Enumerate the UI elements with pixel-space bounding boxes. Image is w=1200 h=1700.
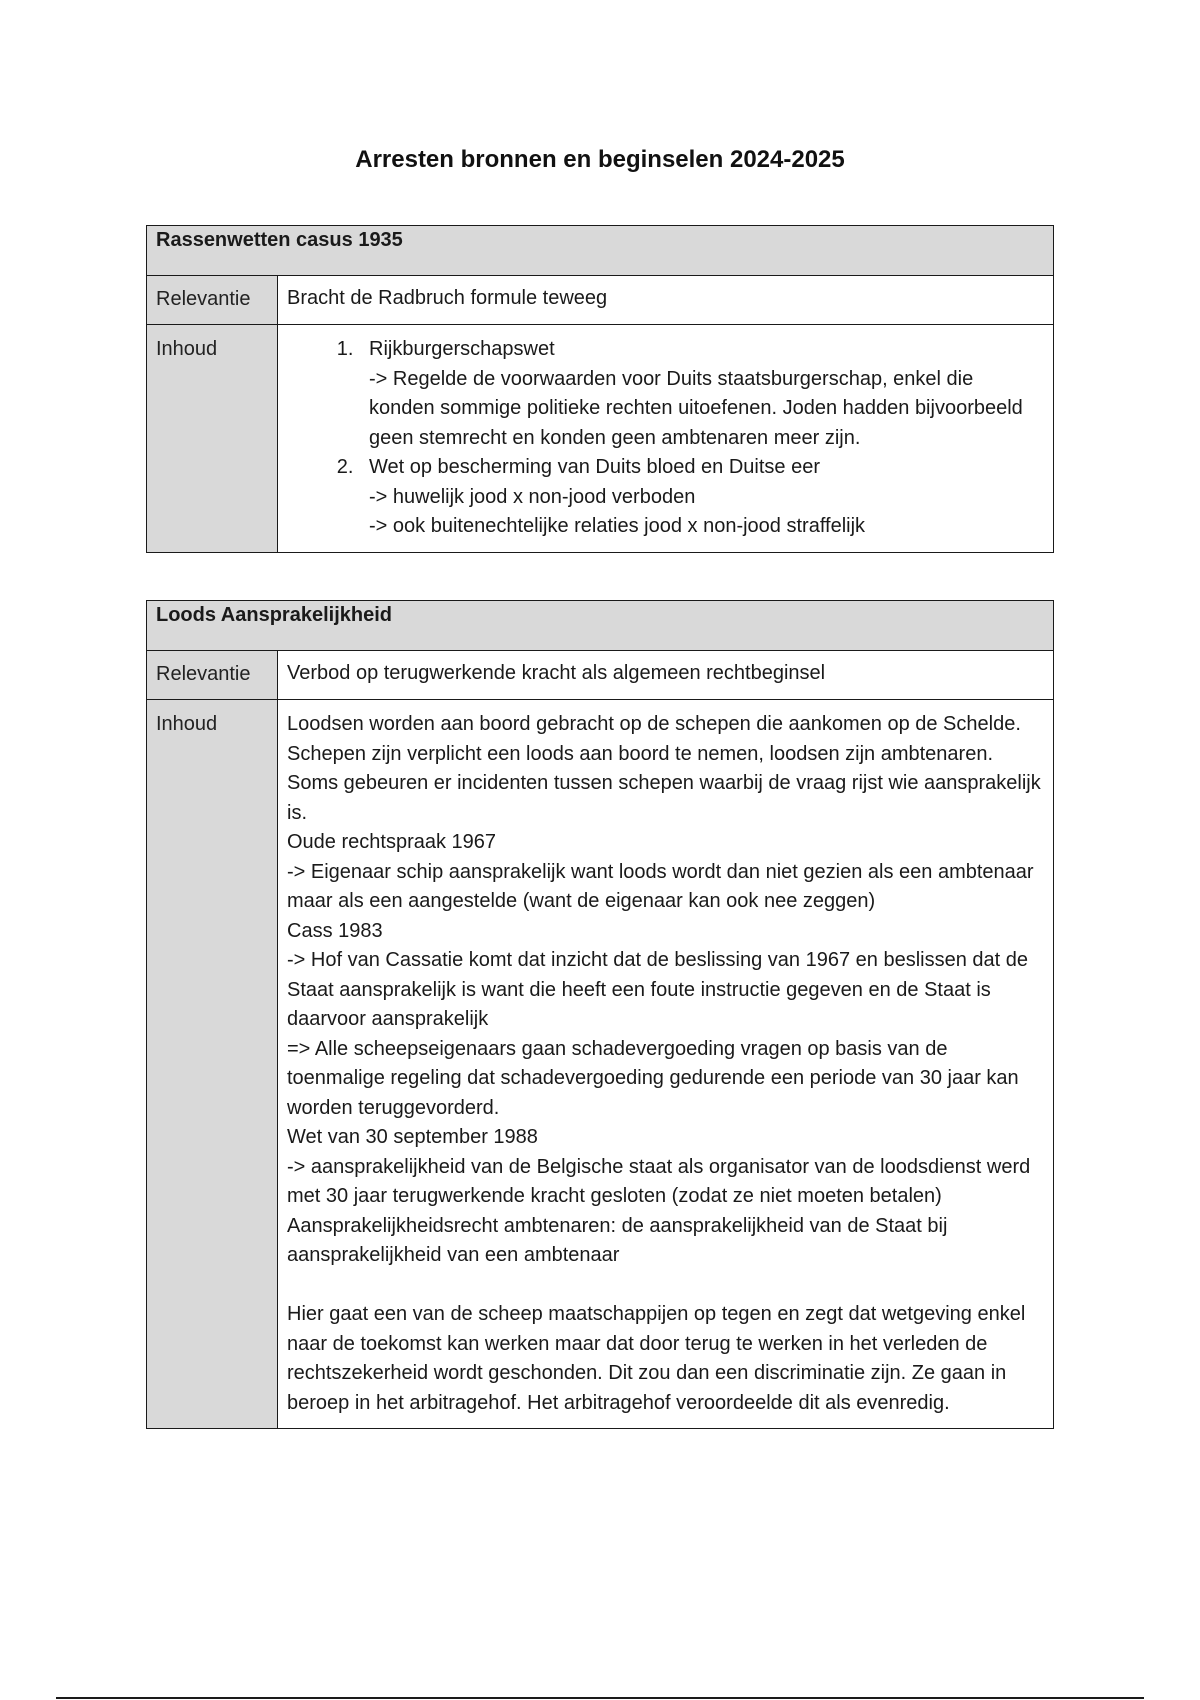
list-item — [359, 335, 1044, 453]
content-label: Inhoud — [147, 700, 278, 1429]
paragraph: -> Hof van Cassatie komt dat inzicht dat de beslissing van 1967 en beslissen dat de Staat aansprakelijk is want die heeft een foute instructie gegeven en de Staat is daarvoor aansprakelijk — [287, 949, 1028, 1030]
content-label: Inhoud — [147, 325, 278, 553]
paragraph: Aansprakelijkheidsrecht ambtenaren: de aansprakelijkheid van de Staat bij aansprakelijkheid van een ambtenaar — [287, 1214, 948, 1266]
paragraph: Wet van 30 september 1988 — [287, 1126, 538, 1148]
paragraph: Cass 1983 — [287, 919, 383, 942]
relevance-label: Relevantie — [147, 651, 278, 700]
list-item-line: -> ook buitenechtelijke relaties jood x non-jood straffelijk — [369, 515, 866, 537]
case-header: Rassenwetten casus 1935 — [147, 226, 1054, 276]
relevance-value: Bracht de Radbruch formule teweeg — [278, 276, 1054, 325]
numbered-list — [287, 335, 1044, 542]
page-bottom-rule — [56, 1697, 1144, 1699]
relevance-value: Verbod op terugwerkende kracht als algemeen rechtbeginsel — [278, 651, 1054, 700]
paragraph-gap — [287, 1271, 1044, 1301]
list-item — [359, 453, 1044, 542]
paragraph: => Alle scheepseigenaars gaan schadevergoeding vragen op basis van de toenmalige regeling dat schadevergoeding gedurende een periode van 30 jaar kan worden teruggevorderd. — [287, 1037, 1019, 1119]
case-header: Loods Aansprakelijkheid — [147, 601, 1054, 651]
case-table-loods — [146, 600, 1054, 1429]
document-title: Arresten bronnen en beginselen 2024-2025 — [355, 146, 845, 173]
list-item-title: 1. Rijkburgerschapswet — [369, 338, 555, 360]
paragraph: -> aansprakelijkheid van de Belgische staat als organisator van de loodsdienst werd met 30 jaar terugwerkende kracht gesloten (zodat ze niet moeten betalen) — [287, 1155, 1031, 1207]
content-value — [278, 325, 1054, 553]
paragraph: -> Eigenaar schip aansprakelijk want loods wordt dan niet gezien als een ambtenaar maar als een aangestelde (want de eigenaar kan ook nee zeggen) — [287, 860, 1034, 912]
paragraph: Oude rechtspraak 1967 — [287, 831, 497, 853]
closing-paragraph: Hier gaat een van de scheep maatschappijen op tegen en zegt dat wetgeving enkel naar de toekomst kan werken maar dat door terug te werken in het verleden de rechtszekerheid wordt geschonden. Dit zou dan een discriminatie zijn. Ze gaan in beroep in het arbitragehof. Het arbitragehof veroordeelde dit als evenredig. — [287, 1303, 1026, 1414]
list-item-title: 2. Wet op bescherming van Duits bloed en Duitse eer — [369, 456, 820, 478]
case-table-rassenwetten — [146, 225, 1054, 553]
list-item-line: -> Regelde de voorwaarden voor Duits staatsburgerschap, enkel die konden sommige politieke rechten uitoefenen. Joden hadden bijvoorbeeld geen stemrecht en konden geen ambtenaren meer zijn. — [369, 367, 1023, 449]
list-item-line: -> huwelijk jood x non-jood verboden — [369, 485, 696, 508]
content-value — [278, 700, 1054, 1429]
paragraph: Loodsen worden aan boord gebracht op de schepen die aankomen op de Schelde. Schepen zijn verplicht een loods aan boord te nemen, loodsen zijn ambtenaren. Soms gebeuren er incidenten tussen schepen waarbij de vraag rijst wie aansprakelijk is. — [287, 713, 1041, 824]
relevance-label: Relevantie — [147, 276, 278, 325]
